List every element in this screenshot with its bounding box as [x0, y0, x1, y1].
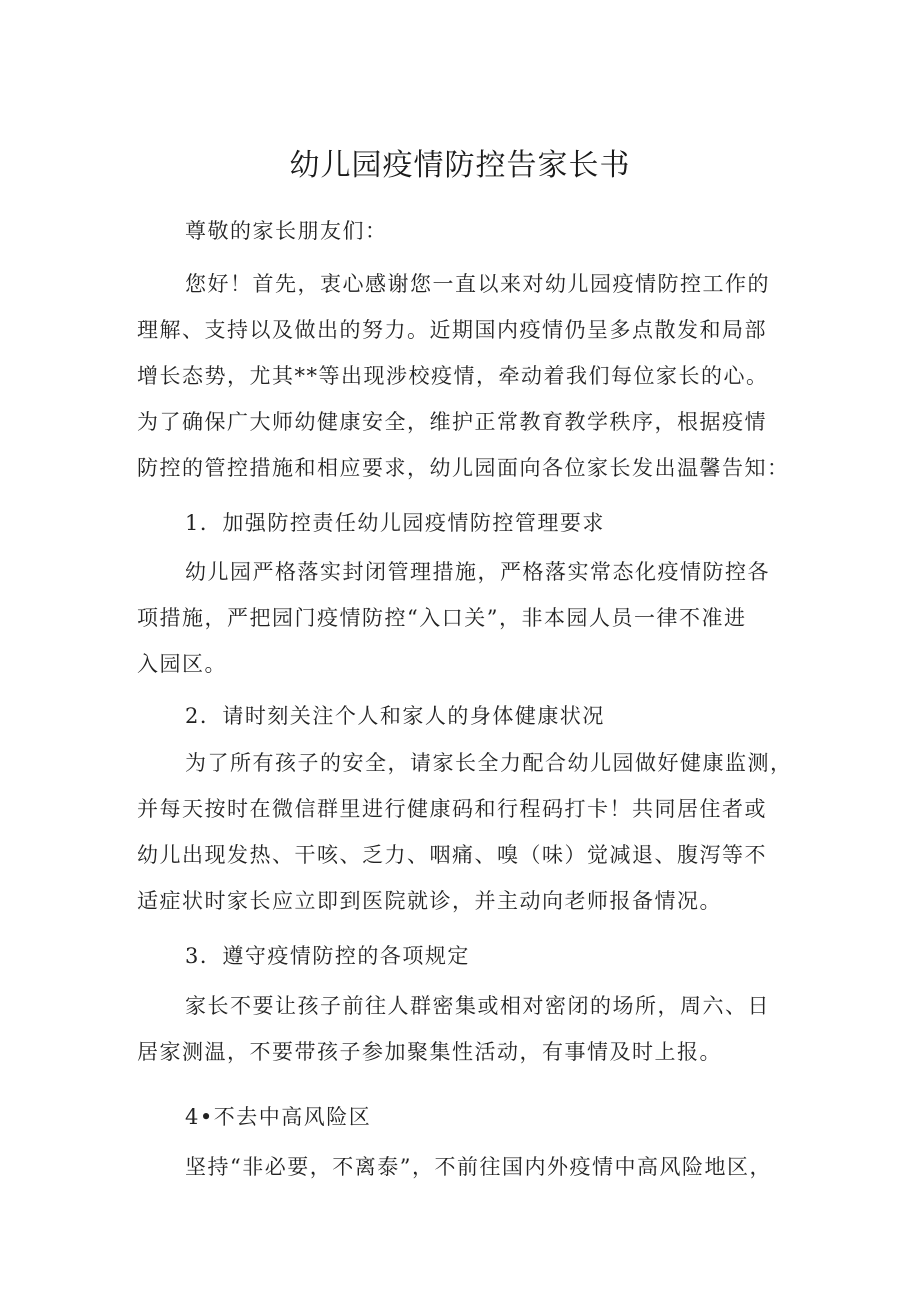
paragraph-line: 适症状时家长应立即到医院就诊，并主动向老师报备情况。 — [137, 889, 722, 913]
paragraph-line: 理解、支持以及做出的努力。近期国内疫情仍呈多点散发和局部 — [137, 318, 767, 342]
section-heading: 3．遵守疫情防控的各项规定 — [185, 944, 470, 968]
greeting-block — [137, 208, 797, 254]
section-4-paragraph — [137, 1144, 797, 1190]
paragraph-line: 入园区。 — [137, 652, 227, 676]
section-2-heading-block — [137, 693, 797, 739]
paragraph-line: 家长不要让孩子前往人群密集或相对密闭的场所，周六、日 — [185, 994, 770, 1018]
document-title: 幼儿园疫情防控告家长书 — [289, 148, 631, 183]
paragraph-line: 幼儿出现发热、干咳、乏力、咽痛、嗅（味）觉减退、腹泻等不 — [137, 843, 767, 867]
paragraph-line: 防控的管控措施和相应要求，幼儿园面向各位家长发出温馨告知： — [137, 456, 790, 480]
paragraph-line: 幼儿园严格落实封闭管理措施，严格落实常态化疫情防控各 — [185, 560, 770, 584]
section-heading: 4•不去中高风险区 — [185, 1105, 372, 1129]
paragraph-line: 增长态势，尤其**等出现涉校疫情，牵动着我们每位家长的心。 — [137, 364, 769, 388]
section-heading: 2．请时刻关注个人和家人的身体健康状况 — [185, 704, 605, 728]
section-3-heading-block — [137, 933, 797, 979]
paragraph-line: 为了确保广大师幼健康安全，维护正常教育教学秩序，根据疫情 — [137, 410, 767, 434]
section-3-paragraph — [137, 983, 797, 1075]
paragraph-line: 居家测温，不要带孩子参加聚集性活动，有事情及时上报。 — [137, 1040, 722, 1064]
paragraph-line: 项措施，严把园门疫情防控“入口关”，非本园人员一律不准进 — [137, 606, 747, 630]
section-1-paragraph — [137, 549, 797, 687]
paragraph-line: 为了所有孩子的安全，请家长全力配合幼儿园做好健康监测， — [185, 751, 793, 775]
paragraph-line: 坚持“非必要，不离泰”，不前往国内外疫情中高风险地区， — [185, 1155, 772, 1179]
paragraph-line: 您好！首先，衷心感谢您一直以来对幼儿园疫情防控工作的 — [185, 272, 770, 296]
greeting: 尊敬的家长朋友们： — [185, 219, 388, 243]
section-heading: 1．加强防控责任幼儿园疫情防控管理要求 — [185, 511, 605, 535]
section-1-heading-block — [137, 500, 797, 546]
intro-paragraph — [137, 261, 797, 491]
section-4-heading-block — [137, 1094, 797, 1140]
section-2-paragraph — [137, 740, 797, 924]
paragraph-line: 并每天按时在微信群里进行健康码和行程码打卡！共同居住者或 — [137, 797, 767, 821]
